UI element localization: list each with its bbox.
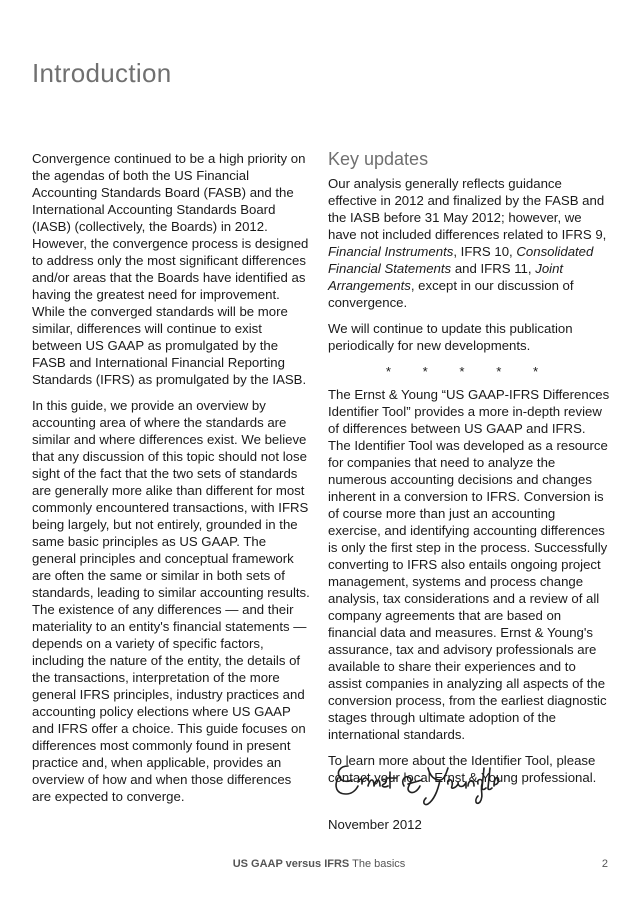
footer-title-bold: US GAAP versus IFRS bbox=[232, 858, 350, 870]
key-updates-paragraph-2: We will continue to update this publication periodically for new developments. bbox=[328, 321, 573, 353]
identifier-tool-paragraph: The Ernst & Young “US GAAP-IFRS Differences Identifier Tool” provides a more in-depth review of differences between US GAAP and IFRS. The Identifier Tool was developed as a resource for companies that need to analyze the numerous accounting decisions and changes inherent in a conversion to IFRS. Conversion is of course more than just an accounting exercise, and identifying accounting differences is only the first step in the process. Successfully converting to IFRS also entails ongoing project management, systems and process change analysis, tax considerations and a review of all company agreements that are based on financial data and measures. Ernst & Young's assurance, tax and advisory professionals are available to share their experiences and to assist companies in analyzing all aspects of the conversion process, from the earliest diagnostic stages through ultimate adoption of the international standards. bbox=[328, 387, 610, 742]
para1-text-2: , IFRS 10, bbox=[453, 244, 517, 259]
intro-paragraph-1: Convergence continued to be a high priority on the agendas of both the US Financial Accounting Standards Board (FASB) and the International Accounting Standards Board (IASB) (collectively, the Boards) in 2012. However, the convergence process is designed to address only the most significant differences and/or areas that the Boards have identified as having the greatest need for improvement. While the converged standards will be more similar, differences will continue to exist between US GAAP as promulgated by the FASB and International Financial Reporting Standards (IFRS) as promulgated by the IASB. bbox=[32, 151, 309, 387]
para1-text-3: and IFRS 11, bbox=[451, 261, 536, 276]
key-updates-heading: Key updates bbox=[328, 149, 429, 169]
intro-paragraph-2: In this guide, we provide an overview by accounting area of where the standards are similar and where differences exist. We believe that any discussion of this topic should not lose sight of the fact that the two sets of standards are generally more alike than different for most commonly encountered transactions, with IFRS being largely, but not entirely, grounded in the same basic principles as US GAAP. The general principles and conceptual framework are often the same or similar in both sets of standards, leading to similar accounting results. The existence of any differences — and their materiality to an entity's financial statements — depends on a variety of specific factors, including the nature of the entity, the details of the transactions, interpretation of the more general IFRS principles, industry practices and accounting policy elections where US GAAP and IFRS offer a choice. This guide focuses on differences most commonly found in present practice and, when applicable, provides an overview of how and when those differences are expected to converge. bbox=[32, 398, 310, 804]
left-column bbox=[32, 150, 312, 814]
date: November 2012 bbox=[328, 817, 422, 832]
ernst-young-signature bbox=[330, 756, 500, 810]
para1-text-1: Our analysis generally reflects guidance effective in 2012 and finalized by the FASB and the IASB before 31 May 2012; however, we have not included differences related to IFRS 9, bbox=[328, 176, 607, 242]
footer-title-rest: The basics bbox=[349, 858, 406, 870]
para1-emphasis-consolidated-statements: Consolidated Financial Statements bbox=[328, 244, 594, 276]
right-column bbox=[328, 148, 610, 795]
page-number: 2 bbox=[601, 858, 608, 870]
section-separator: * * * * * bbox=[385, 364, 553, 379]
page-title: Introduction bbox=[32, 58, 172, 88]
para1-emphasis-financial-instruments: Financial Instruments bbox=[328, 244, 454, 259]
para1-emphasis-joint-arrangements: Joint Arrangements bbox=[328, 261, 564, 293]
contact-paragraph: To learn more about the Identifier Tool, please contact your local Ernst & Young professional. bbox=[328, 753, 597, 785]
key-updates-paragraph-1 bbox=[328, 175, 610, 311]
footer-title bbox=[0, 858, 638, 870]
para1-text-4: , except in our discussion of convergence. bbox=[328, 278, 574, 310]
